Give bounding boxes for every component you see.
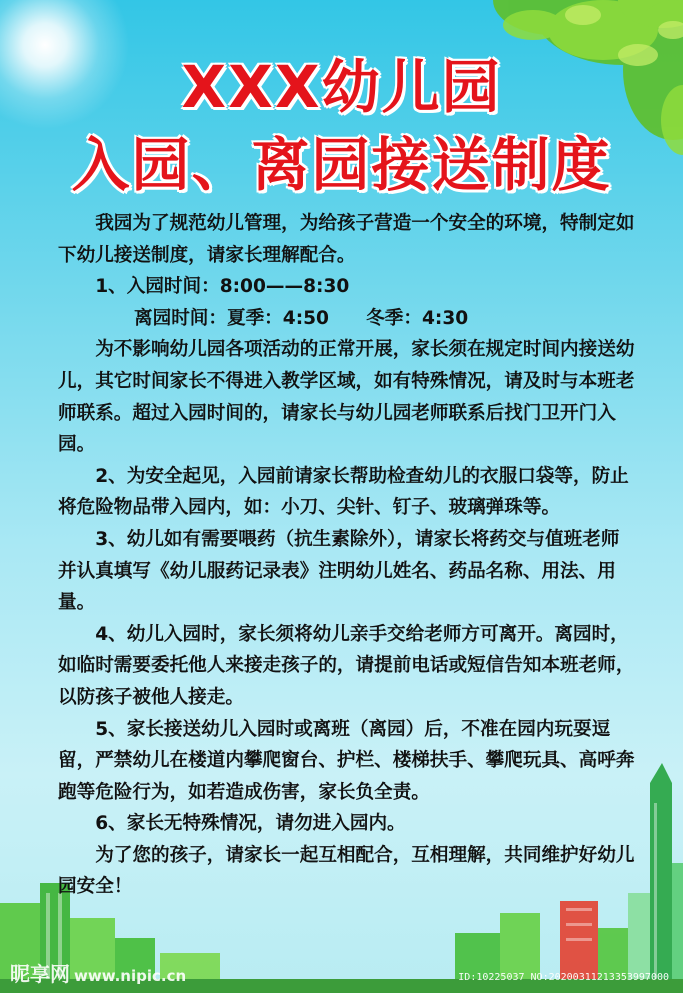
page-title: XXX幼儿园 (181, 53, 502, 121)
closing-paragraph: 为了您的孩子，请家长一起互相配合，互相理解，共同维护好幼儿园安全！ (58, 844, 635, 898)
rule-1-departure-time: 离园时间：夏季：4:50 冬季：4:30 (134, 307, 469, 329)
image-id-label: ID:10225037 NO:20200311213353997000 (458, 972, 669, 983)
rule-2: 2、为安全起见，入园前请家长帮助检查幼儿的衣服口袋等，防止将危险物品带入园内，如：小刀、尖针、钉子、玻璃弹珠等。 (58, 465, 629, 519)
watermark-brand-name: 昵享网 (10, 962, 70, 986)
rule-3: 3、幼儿如有需要喂药（抗生素除外），请家长将药交与值班老师并认真填写《幼儿服药记录表》注明幼儿姓名、药品名称、用法、用量。 (58, 528, 620, 614)
rule-5: 5、家长接送幼儿入园时或离班（离园）后，不准在园内玩耍逗留，严禁幼儿在楼道内攀爬窗台、护栏、楼梯扶手、攀爬玩具、高呼奔跑等危险行为，如若造成伤害，家长负全责。 (58, 718, 635, 803)
watermark-site: www.nipic.cn (74, 967, 187, 985)
notice-body (58, 208, 638, 903)
rule-6: 6、家长无特殊情况，请勿进入园内。 (95, 813, 406, 835)
page-subtitle: 入园、离园接送制度 (71, 131, 612, 199)
intro-paragraph: 我园为了规范幼儿管理，为给孩子营造一个安全的环境，特制定如下幼儿接送制度，请家长理解配合。 (58, 213, 635, 266)
rule-4: 4、幼儿入园时，家长须将幼儿亲手交给老师方可离开。离园时，如临时需要委托他人来接走孩子的，请提前电话或短信告知本班老师，以防孩子被他人接走。 (58, 623, 635, 708)
rule-1-arrival-time: 1、入园时间：8:00——8:30 (95, 276, 350, 298)
rule-1-detail: 为不影响幼儿园各项活动的正常开展，家长须在规定时间内接送幼儿，其它时间家长不得进入教学区域，如有特殊情况，请及时与本班老师联系。超过入园时间的，请家长与幼儿园老师联系后找门卫开门入园。 (58, 339, 635, 456)
watermark-brand (10, 958, 186, 987)
